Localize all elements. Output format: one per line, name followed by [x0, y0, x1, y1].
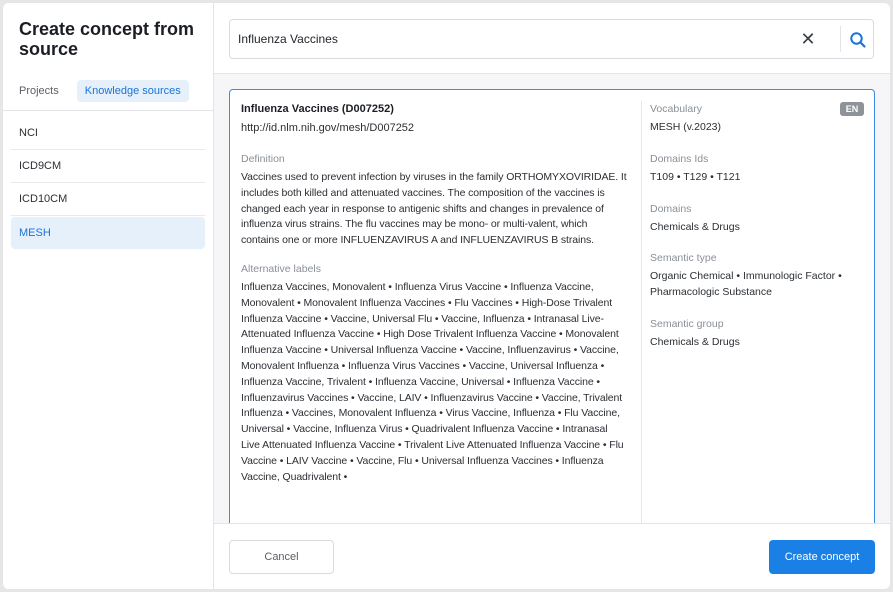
semantic-group-value: Chemicals & Drugs — [650, 335, 740, 348]
definition-label: Definition — [241, 153, 285, 165]
dialog-footer — [214, 523, 890, 589]
search-divider — [840, 26, 841, 52]
domain-ids-label: Domains Ids — [650, 152, 709, 165]
domain-ids-group — [650, 152, 862, 186]
column-divider — [641, 101, 642, 529]
search-box — [229, 19, 874, 59]
source-item-mesh[interactable]: MESH — [11, 217, 205, 249]
domains-label: Domains — [650, 202, 692, 215]
create-concept-dialog — [3, 3, 890, 589]
tabs-divider — [3, 110, 214, 111]
semantic-group-label: Semantic group — [650, 317, 724, 330]
concept-url: http://id.nlm.nih.gov/mesh/D007252 — [241, 122, 415, 134]
domain-ids-value: T109 • T129 • T121 — [650, 170, 741, 183]
source-item-icd9cm[interactable]: ICD9CM — [11, 150, 205, 183]
concept-title: Influenza Vaccines (D007252) — [241, 103, 394, 115]
vocabulary-group — [650, 102, 862, 136]
search-bar — [214, 3, 890, 74]
sidebar — [3, 3, 214, 589]
source-item-icd10cm[interactable]: ICD10CM — [11, 183, 205, 216]
dialog-title: Create concept from source — [19, 19, 195, 59]
create-concept-button[interactable]: Create concept — [769, 540, 875, 574]
source-tabs — [19, 80, 189, 102]
alt-labels-text: Influenza Vaccines, Monovalent • Influenza Virus Vaccine • Influenza Vaccine, Monovalent • Monovalent Influenza Vaccines • Flu Vaccines • High-Dose Trivalent Influenza Vaccine • Vaccine, Universal Flu • Vaccine, Influenza • Intranasal Live-Attenuated Influenza Vaccine • High Dose Trivalent Influenza Vaccine • Monovalent Influenza Vaccine • Universal Influenza Vaccine • Vaccine, Influenzavirus • Vaccine, Monovalent Influenza • Influenza Virus Vaccines • Vaccine, Universal Influenza • Influenza Vaccine, Trivalent • Influenza Vaccine, Universal • Influenza Vaccine • Influenzavirus Vaccines • Vaccine, LAIV • Influenzavirus Vaccine • Vaccine, Trivalent Influenza • Vaccines, Monovalent Influenza • Virus Vaccine, Influenza • Flu Vaccine, Universal • Vaccine, Influenza Virus • Quadrivalent Influenza Vaccine • Intranasal Live Attenuated Influenza Vaccine • Trivalent Live Attenuated Influenza Vaccine • Flu Vaccine • LAIV Vaccine • Vaccine, Flu • Universal Influenza Vaccines • Influenza Vaccine, Quadrivalent • — [241, 280, 624, 483]
search-icon[interactable] — [847, 29, 869, 51]
semantic-type-group — [650, 251, 862, 301]
domains-group — [650, 202, 862, 236]
concept-card[interactable] — [229, 89, 875, 529]
semantic-group-group — [650, 317, 862, 351]
main-panel — [214, 3, 890, 589]
vocabulary-label: Vocabulary — [650, 103, 702, 115]
definition-text: Vaccines used to prevent infection by viruses in the family ORTHOMYXOVIRIDAE. It includes both killed and attenuated vaccines. The composition of the vaccines is changed each year in response to antigenic shifts and changes in prevalence of influenza virus strains. The flu vaccines may be mono- or multi-valent, which contains one or more INFLUENZAVIRUS A and INFLUENZAVIRUS B strains. — [241, 171, 627, 247]
vocabulary-value: MESH (v.2023) — [650, 121, 721, 133]
source-item-nci[interactable]: NCI — [11, 117, 205, 150]
concept-details — [241, 102, 627, 529]
domains-value: Chemicals & Drugs — [650, 220, 740, 233]
semantic-type-label: Semantic type — [650, 252, 717, 265]
concept-metadata — [650, 102, 862, 367]
knowledge-source-list — [11, 117, 205, 249]
cancel-button[interactable]: Cancel — [229, 540, 334, 574]
language-badge: EN — [840, 102, 864, 116]
alt-labels-label: Alternative labels — [241, 262, 321, 275]
tab-knowledge-sources[interactable]: Knowledge sources — [77, 80, 189, 102]
search-input[interactable] — [238, 20, 778, 58]
close-icon[interactable]: ✕ — [800, 29, 816, 49]
semantic-type-value: Organic Chemical • Immunologic Factor • Pharmacologic Substance — [650, 270, 842, 299]
tab-projects[interactable]: Projects — [19, 85, 59, 97]
